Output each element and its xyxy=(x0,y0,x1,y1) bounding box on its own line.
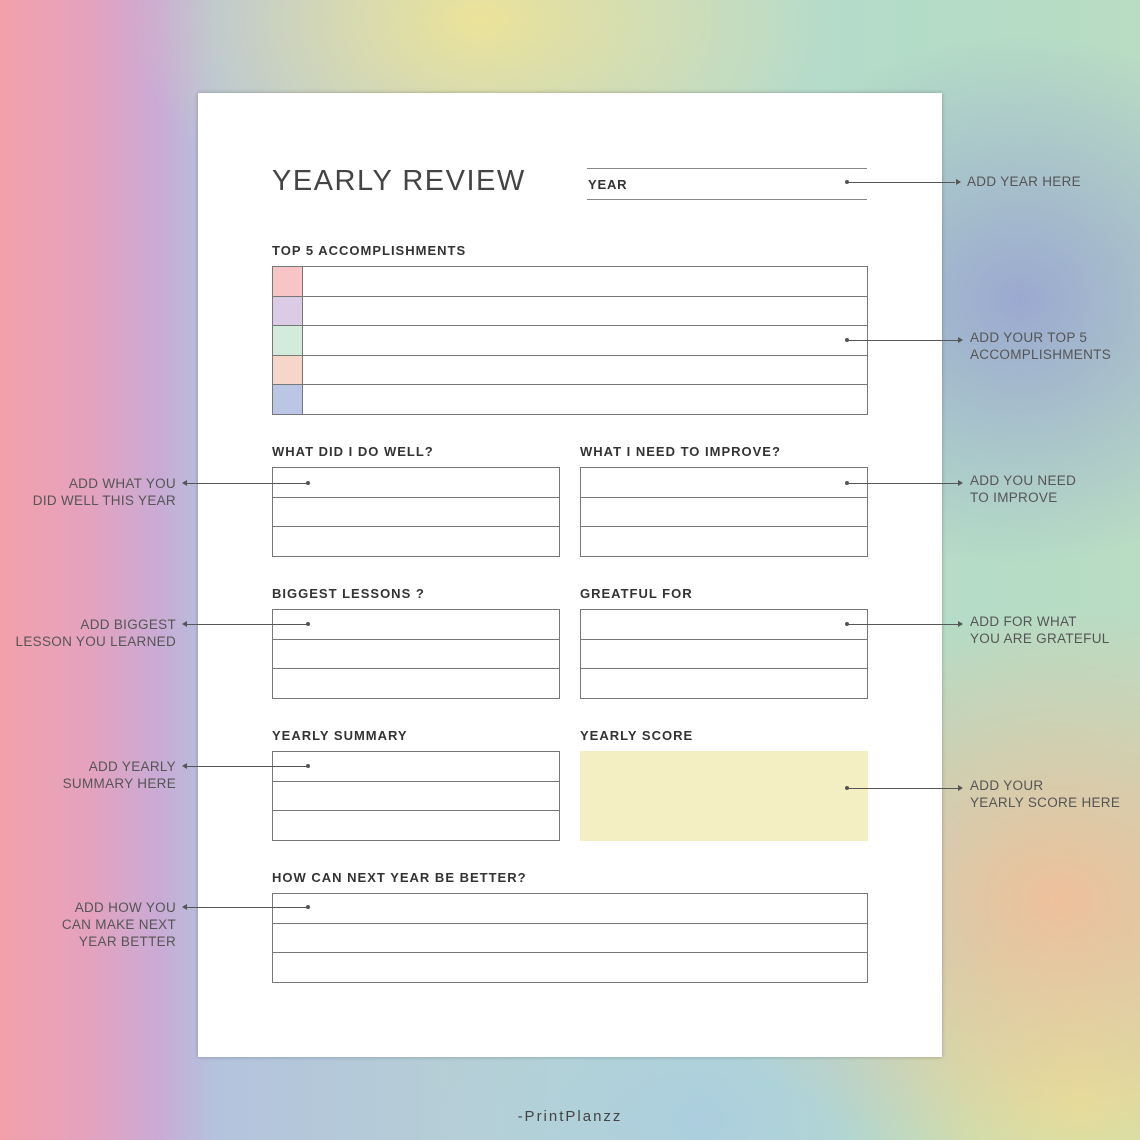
next-year-row[interactable] xyxy=(273,923,867,924)
lessons-heading: BIGGEST LESSONS ? xyxy=(272,586,425,601)
annotation-lessons xyxy=(10,616,176,650)
annotation-line: YEAR BETTER xyxy=(78,934,176,949)
swatch-4 xyxy=(273,355,302,384)
annotation-line: ADD FOR WHAT xyxy=(970,614,1077,629)
lessons-row[interactable] xyxy=(273,639,559,640)
swatch-divider xyxy=(302,267,303,414)
summary-box[interactable] xyxy=(272,751,560,841)
planner-page xyxy=(198,93,942,1057)
swatch-3 xyxy=(273,326,302,355)
annotation-summary xyxy=(20,758,176,792)
annotation-line: ADD HOW YOU xyxy=(74,900,176,915)
summary-row[interactable] xyxy=(273,781,559,782)
leader-line xyxy=(847,483,958,484)
annotation-line: ADD BIGGEST xyxy=(80,617,176,632)
arrow-right-icon xyxy=(958,480,963,486)
leader-line xyxy=(187,624,308,625)
swatch-1 xyxy=(273,267,302,296)
annotation-improve xyxy=(970,472,1076,506)
annotation-line: LESSON YOU LEARNED xyxy=(15,634,176,649)
leader-line xyxy=(847,182,955,183)
annotation-line: DID WELL THIS YEAR xyxy=(32,493,176,508)
annotation-line: YEARLY SCORE HERE xyxy=(970,795,1121,810)
summary-heading: YEARLY SUMMARY xyxy=(272,728,408,743)
leader-line xyxy=(187,766,308,767)
arrow-right-icon xyxy=(958,621,963,627)
annotation-line: ADD YOU NEED xyxy=(970,473,1077,488)
annotation-line: CAN MAKE NEXT xyxy=(61,917,176,932)
annotation-accomplishments xyxy=(970,329,1111,363)
lessons-box[interactable] xyxy=(272,609,560,699)
arrow-right-icon xyxy=(958,785,963,791)
did-well-box[interactable] xyxy=(272,467,560,557)
grateful-box[interactable] xyxy=(580,609,868,699)
lessons-row[interactable] xyxy=(273,668,559,669)
annotation-line: ADD YEAR HERE xyxy=(967,174,1081,189)
annotation-line: ADD YEARLY xyxy=(88,759,176,774)
arrow-right-icon xyxy=(958,337,963,343)
grateful-row[interactable] xyxy=(581,668,867,669)
annotation-score xyxy=(970,777,1120,811)
improve-row[interactable] xyxy=(581,497,867,498)
swatch-2 xyxy=(273,296,302,325)
did-well-row[interactable] xyxy=(273,526,559,527)
accomplishment-row[interactable] xyxy=(273,384,867,385)
year-field[interactable] xyxy=(587,168,867,200)
annotation-line: ACCOMPLISHMENTS xyxy=(970,347,1112,362)
year-label: YEAR xyxy=(588,177,628,192)
accomplishments-heading: TOP 5 ACCOMPLISHMENTS xyxy=(272,243,467,258)
arrow-right-icon xyxy=(956,179,961,185)
annotation-line: ADD YOUR xyxy=(970,778,1044,793)
annotation-line: SUMMARY HERE xyxy=(62,776,176,791)
next-year-box[interactable] xyxy=(272,893,868,983)
annotation-line: TO IMPROVE xyxy=(970,490,1058,505)
leader-dot xyxy=(306,764,310,768)
accomplishment-row[interactable] xyxy=(273,325,867,326)
next-year-heading: HOW CAN NEXT YEAR BE BETTER? xyxy=(272,870,527,885)
annotation-line: YOU ARE GRATEFUL xyxy=(970,631,1110,646)
improve-box[interactable] xyxy=(580,467,868,557)
accomplishment-row[interactable] xyxy=(273,355,867,356)
score-heading: YEARLY SCORE xyxy=(580,728,694,743)
accomplishment-row[interactable] xyxy=(273,296,867,297)
annotation-line: ADD WHAT YOU xyxy=(68,476,176,491)
grateful-heading: GREATFUL FOR xyxy=(580,586,693,601)
leader-line xyxy=(847,340,958,341)
leader-dot xyxy=(306,622,310,626)
annotation-year xyxy=(967,173,1081,190)
next-year-row[interactable] xyxy=(273,952,867,953)
improve-row[interactable] xyxy=(581,526,867,527)
did-well-row[interactable] xyxy=(273,497,559,498)
leader-line xyxy=(187,907,308,908)
annotation-grateful xyxy=(970,613,1110,647)
did-well-heading: WHAT DID I DO WELL? xyxy=(272,444,434,459)
annotation-did-well xyxy=(20,475,176,509)
score-box[interactable] xyxy=(580,751,868,841)
swatch-5 xyxy=(273,385,302,414)
leader-dot xyxy=(306,905,310,909)
annotation-line: ADD YOUR TOP 5 xyxy=(970,330,1088,345)
leader-line xyxy=(847,788,958,789)
page-title: YEARLY REVIEW xyxy=(272,165,526,197)
grateful-row[interactable] xyxy=(581,639,867,640)
leader-line xyxy=(187,483,308,484)
leader-dot xyxy=(306,481,310,485)
accomplishments-box[interactable] xyxy=(272,266,868,415)
annotation-next-year xyxy=(20,899,176,950)
summary-row[interactable] xyxy=(273,810,559,811)
brand-watermark: -PrintPlanzz xyxy=(517,1108,623,1125)
improve-heading: WHAT I NEED TO IMPROVE? xyxy=(580,444,781,459)
leader-line xyxy=(847,624,958,625)
